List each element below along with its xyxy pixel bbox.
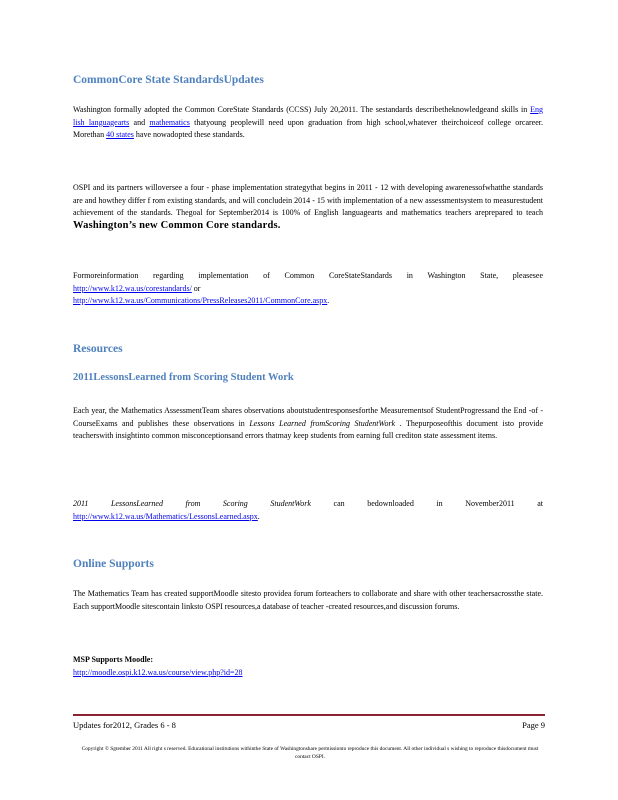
text-run: . xyxy=(327,296,330,306)
assessment-team-paragraph xyxy=(73,405,543,443)
implementation-paragraph xyxy=(73,182,543,232)
forty-states-link[interactable]: 40 states xyxy=(106,130,134,140)
page-number: Page 9 xyxy=(522,720,545,730)
document-title: Lessons Learned fromScoring StudentWork xyxy=(249,418,396,428)
copyright-notice: Copyright © Sgtember 2011 All right s reserved. Educational institutions withinthe State of Washingtonshare permissionto reproduce this document. All other individual s wishing to reproduce thisdocument must contact OSPI. xyxy=(81,746,539,760)
footer-rule xyxy=(73,714,545,716)
download-paragraph xyxy=(73,498,543,523)
text-run: OSPI and its partners willoversee a four - phase implementation strategythat begins in 2011 - 12 with developing awarenessofwhatthe standards are and howthey differ f rom existing standards, and will concludein 2014 - 15 with implementation of a new assessmentsystem to measurestudent achievement of the standards. Thegoal for September2014 is 100% of English languagearts and mathematics teachers areprepared to teach xyxy=(73,183,543,218)
more-info-paragraph xyxy=(73,270,543,308)
emphasis-text: Washington’s new Common Core standards. xyxy=(73,219,281,231)
text-run: have nowadopted these standards. xyxy=(133,130,245,140)
online-supports-heading: Online Supports xyxy=(73,558,154,570)
mathematics-link[interactable]: mathematics xyxy=(149,117,190,127)
text-run: or xyxy=(191,283,201,293)
text-run: . xyxy=(257,511,260,521)
common-core-heading: CommonCore State StandardsUpdates xyxy=(73,74,264,86)
footer-bar xyxy=(73,720,545,730)
lessons-learned-subheading: 2011LessonsLearned from Scoring Student Work xyxy=(73,372,294,383)
text-run: and xyxy=(129,117,150,127)
footer-updates-label: Updates for2012, Grades 6 - 8 xyxy=(73,720,176,730)
ccss-adoption-paragraph xyxy=(73,104,543,142)
ela-link[interactable]: Eng lish languagearts xyxy=(73,105,543,127)
lessons-learned-link[interactable]: http://www.k12.wa.us/Mathematics/LessonsLearned.aspx xyxy=(73,511,258,521)
text-run: . Thepurposeofthis document isto provide teacherswith insightinto common misconceptionsand errors thatmay keep students from earning full crediton state assessment items. xyxy=(73,418,543,441)
moodle-link[interactable]: http://moodle.ospi.k12.wa.us/course/view.php?id=28 xyxy=(73,667,243,677)
document-title: 2011 LessonsLearned from Scoring StudentWork xyxy=(73,499,311,508)
msp-moodle-block xyxy=(73,654,543,679)
text-run: Washington formally adopted the Common CoreState Standards (CCSS) July 20,2011. The sestandards describetheknowledgeand skills in xyxy=(73,105,531,114)
text-run: Each year, the Mathematics AssessmentTeam shares observations aboutstudentresponsesforthe Measurementsof StudentProgressand the End -of -CourseExams and publishes these observations in xyxy=(73,406,543,428)
msp-supports-label: MSP Supports Moodle: xyxy=(73,655,154,664)
moodle-paragraph: The Mathematics Team has created supportMoodle sitesto providea forum forteachers to collaborate and share with other teachersacrossthe state. Each supportMoodle sitescontain linksto OSPI resources,a database of teacher -created resources,and discussion forums. xyxy=(73,589,543,611)
text-run: thatyoung peoplewill need upon graduation from high school,whatever theirchoiceof college orcareer. Morethan xyxy=(73,117,543,140)
press-release-link[interactable]: http://www.k12.wa.us/Communications/PressReleases2011/CommonCore.aspx xyxy=(73,296,328,306)
corestandards-link[interactable]: http://www.k12.wa.us/corestandards/ xyxy=(73,283,192,293)
text-run: Formoreinformation regarding implementation of Common CoreStateStandards in Washington State, pleasesee xyxy=(73,271,543,280)
text-run: can bedownloaded in November2011 at xyxy=(310,499,544,508)
resources-heading: Resources xyxy=(73,343,123,355)
